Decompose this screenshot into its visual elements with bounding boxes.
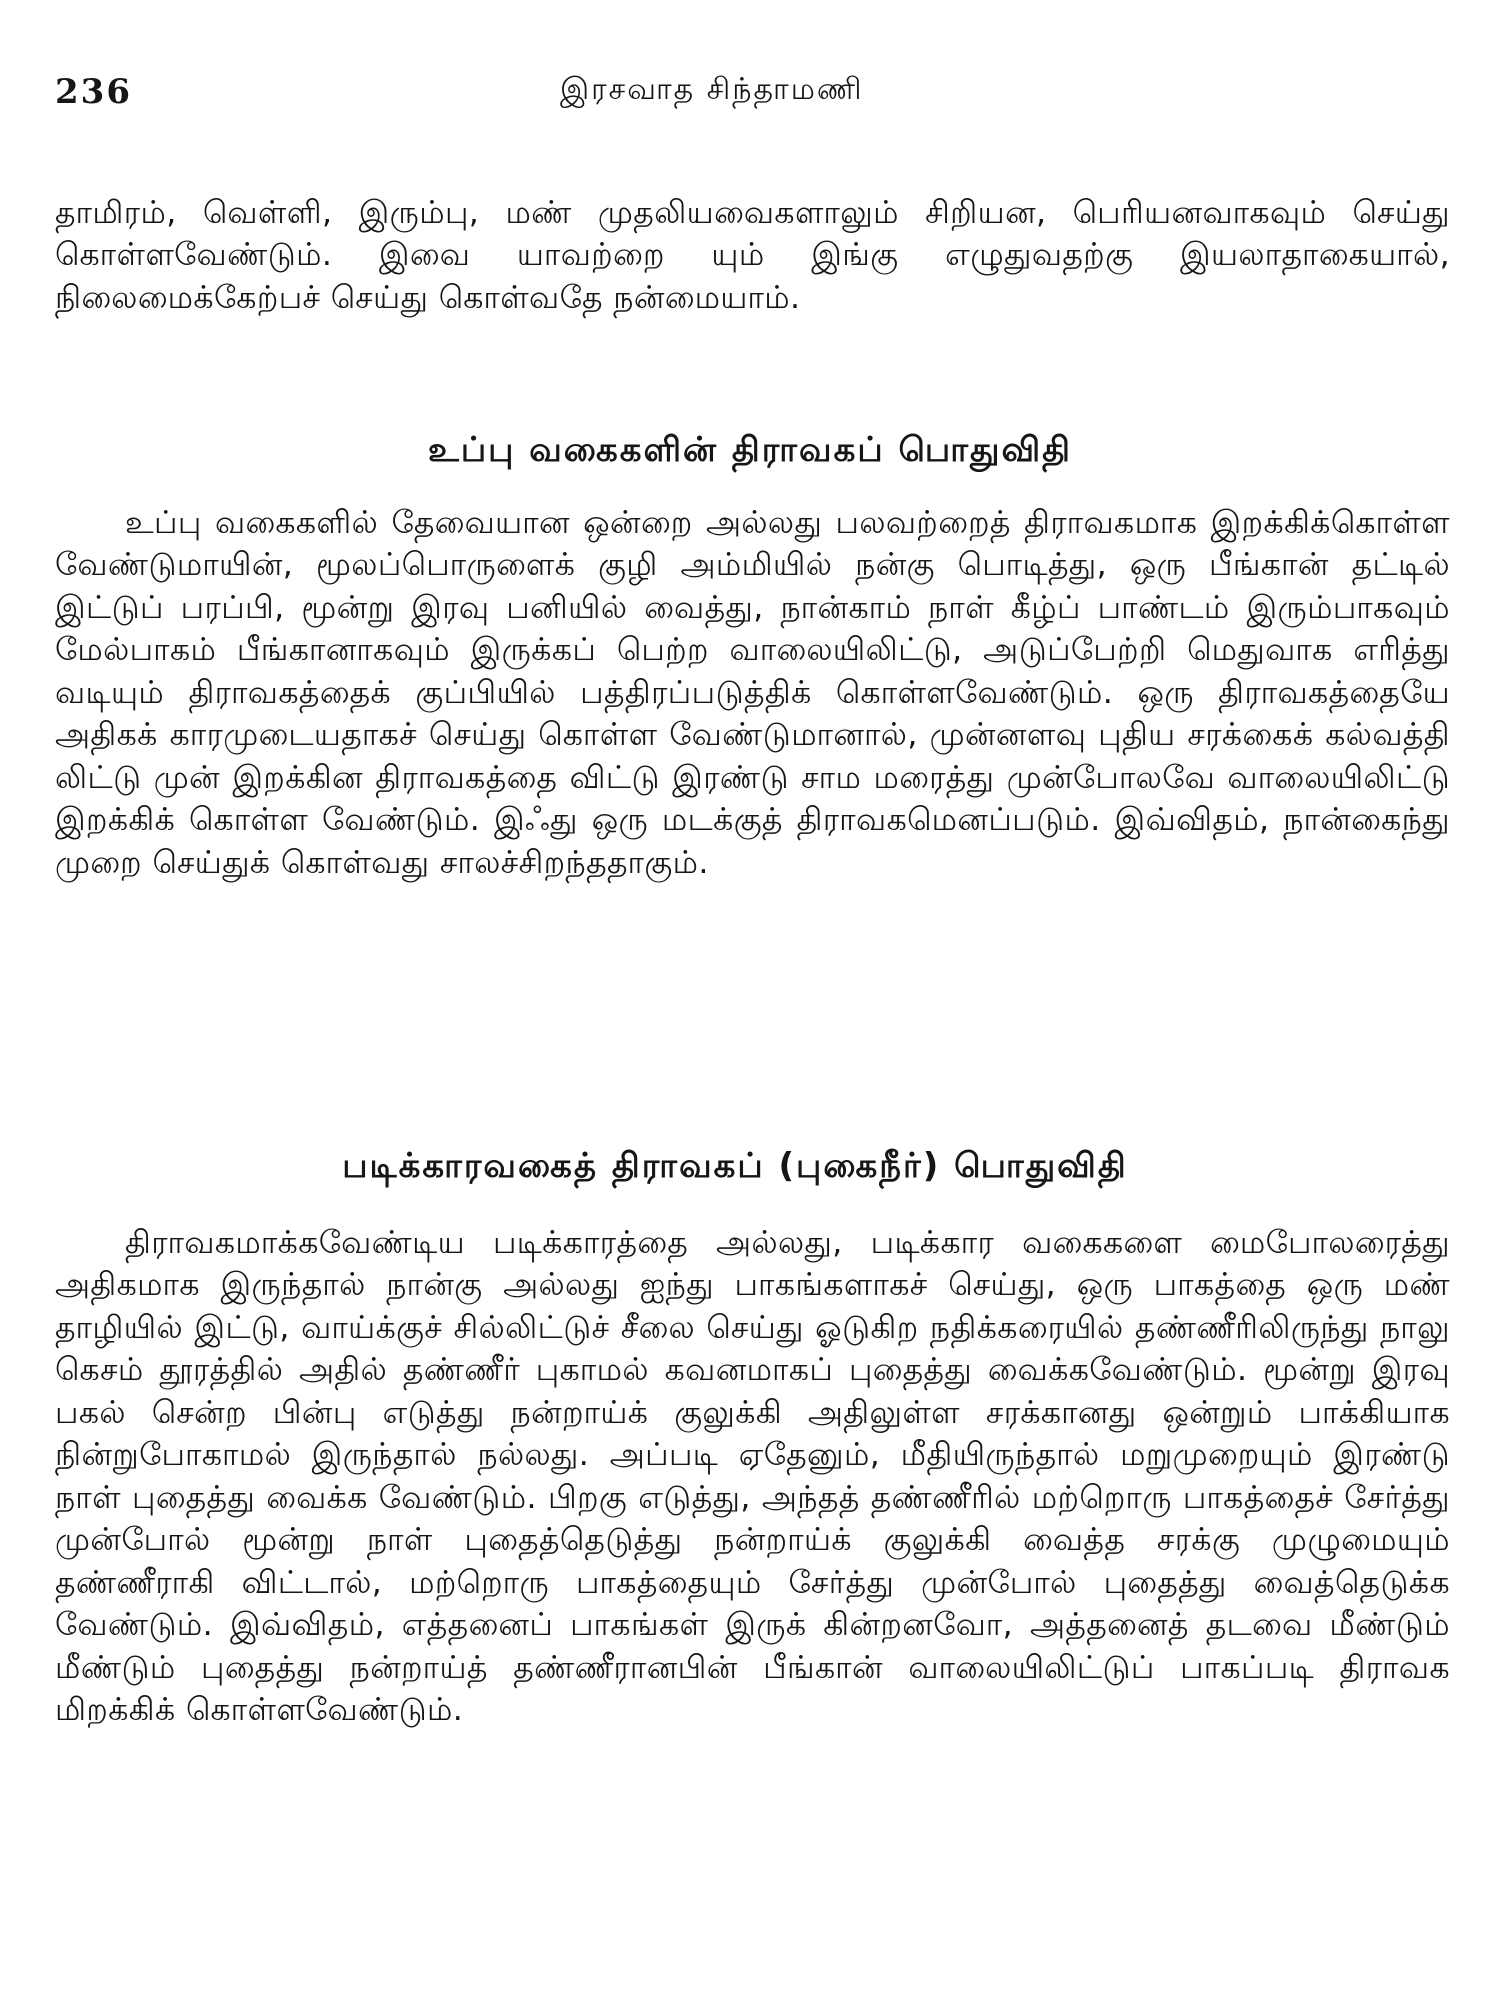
section-heading-salt-acid: உப்பு வகைகளின் திராவகப் பொதுவிதி — [427, 430, 1073, 471]
page-number: 236 — [55, 72, 132, 112]
intro-paragraph: தாமிரம், வெள்ளி, இரும்பு, மண் முதலியவைகளாலும் சிறியன, பெரியனவாகவும் செய்து கொள்ளவேண்டும். இவை யாவற்றை யும் இங்கு எழுதுவதற்கு இயலாதாகையால், நிலைமைக்கேற்பச் செய்து கொள்வதே நன்மையாம். — [55, 194, 1450, 316]
running-title: இரசவாத சிந்தாமணி — [560, 72, 864, 107]
section-body-alum-acid: திராவகமாக்கவேண்டிய படிக்காரத்தை அல்லது, படிக்கார வகைகளை மைபோலரைத்து அதிகமாக இருந்தால் நான்கு அல்லது ஐந்து பாகங்களாகச் செய்து, ஒரு பாகத்தை ஒரு மண் தாழியில் இட்டு, வாய்க்குச் சில்லிட்டுச் சீலை செய்து ஓடுகிற நதிக்கரையில் தண்ணீரிலிருந்து நாலு கெசம் தூரத்தில் அதில் தண்ணீர் புகாமல் கவனமாகப் புதைத்து வைக்கவேண்டும். மூன்று இரவு பகல் சென்ற பின்பு எடுத்து நன்றாய்க் குலுக்கி அதிலுள்ள சரக்கானது ஒன்றும் பாக்கியாக நின்றுபோகாமல் இருந்தால் நல்லது. அப்படி ஏதேனும், மீதியிருந்தால் மறுமுறையும் இரண்டு நாள் புதைத்து வைக்க வேண்டும். பிறகு எடுத்து, அந்தத் தண்ணீரில் மற்றொரு பாகத்தைச் சேர்த்து முன்போல் மூன்று நாள் புதைத்தெடுத்து நன்றாய்க் குலுக்கி வைத்த சரக்கு முழுமையும் தண்ணீராகி விட்டால், மற்றொரு பாகத்தையும் சேர்த்து முன்போல் புதைத்து வைத்தெடுக்க வேண்டும். இவ்விதம், எத்தனைப் பாகங்கள் இருக் கின்றனவோ, அத்தனைத் தடவை மீண்டும் மீண்டும் புதைத்து நன்றாய்த் தண்ணீரானபின் பீங்கான் வாலையிலிட்டுப் பாகப்படி திராவக மிறக்கிக் கொள்ளவேண்டும். — [55, 1224, 1450, 1728]
section-heading-alum-acid: படிக்காரவகைத் திராவகப் (புகைநீர்) பொதுவிதி — [342, 1146, 1128, 1187]
section-body-salt-acid: உப்பு வகைகளில் தேவையான ஒன்றை அல்லது பலவற்றைத் திராவகமாக இறக்கிக்கொள்ள வேண்டுமாயின், மூலப்பொருளைக் குழி அம்மியில் நன்கு பொடித்து, ஒரு பீங்கான் தட்டில் இட்டுப் பரப்பி, மூன்று இரவு பனியில் வைத்து, நான்காம் நாள் கீழ்ப் பாண்டம் இரும்பாகவும் மேல்பாகம் பீங்கானாகவும் இருக்கப் பெற்ற வாலையிலிட்டு, அடுப்பேற்றி மெதுவாக எரித்து வடியும் திராவகத்தைக் குப்பியில் பத்திரப்படுத்திக் கொள்ளவேண்டும். ஒரு திராவகத்தையே அதிகக் காரமுடையதாகச் செய்து கொள்ள வேண்டுமானால், முன்னளவு புதிய சரக்கைக் கல்வத்தி லிட்டு முன் இறக்கின திராவகத்தை விட்டு இரண்டு சாம மரைத்து முன்போலவே வாலையிலிட்டு இறக்கிக் கொள்ள வேண்டும். இஃது ஒரு மடக்குத் திராவகமெனப்படும். இவ்விதம், நான்கைந்து முறை செய்துக் கொள்வது சாலச்சிறந்ததாகும். — [55, 504, 1450, 881]
